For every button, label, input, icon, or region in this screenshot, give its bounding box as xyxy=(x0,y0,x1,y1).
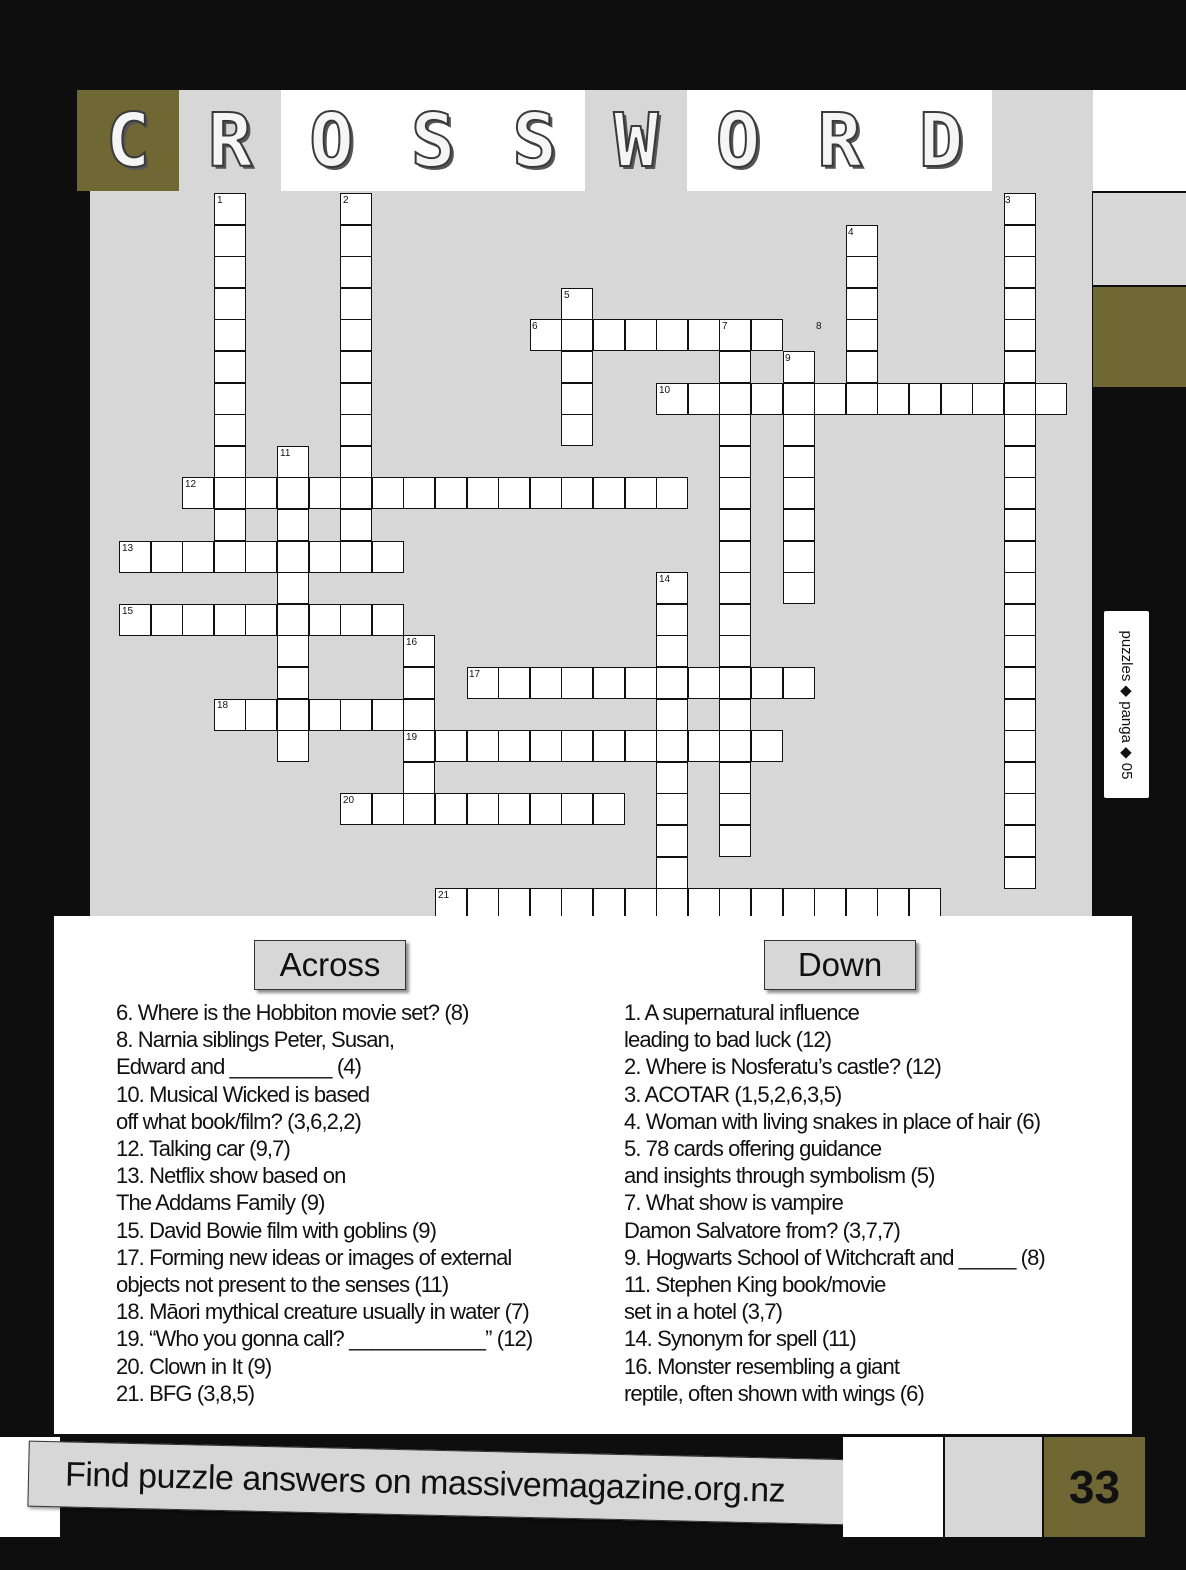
title-letter: S xyxy=(410,97,456,184)
crossword-cell[interactable] xyxy=(214,383,246,415)
clue-line: 15. David Bowie film with goblins (9) xyxy=(116,1217,437,1243)
crossword-cell[interactable] xyxy=(340,351,372,383)
crossword-cell[interactable] xyxy=(941,383,973,415)
clue-line: 18. Māori mythical creature usually in water (7) xyxy=(116,1299,529,1325)
crossword-cell[interactable] xyxy=(1004,351,1036,383)
crossword-cell[interactable] xyxy=(151,541,183,573)
clue-number: 14 xyxy=(659,574,671,585)
crossword-cell[interactable] xyxy=(656,699,688,731)
clue-number: 4 xyxy=(848,227,854,238)
crossword-cell[interactable] xyxy=(530,793,562,825)
title-letter: R xyxy=(817,97,862,184)
crossword-cell[interactable] xyxy=(656,604,688,636)
crossword-cell[interactable] xyxy=(783,667,815,699)
crossword-cell[interactable] xyxy=(467,793,499,825)
crossword-cell[interactable] xyxy=(751,667,783,699)
title-tile-c xyxy=(77,90,181,191)
title-tile-o xyxy=(281,90,384,191)
crossword-cell[interactable] xyxy=(719,541,751,573)
crossword-cell[interactable] xyxy=(1004,288,1036,320)
crossword-cell[interactable] xyxy=(561,351,593,383)
clue-number: 17 xyxy=(469,669,481,680)
clue-line: leading to bad luck (12) xyxy=(624,1027,832,1053)
crossword-cell[interactable] xyxy=(719,793,751,825)
crossword-cell[interactable] xyxy=(783,572,815,604)
clues-panel xyxy=(54,916,1132,1434)
crossword-cell[interactable] xyxy=(277,541,309,573)
crossword-cell[interactable] xyxy=(688,730,720,762)
crossword-cell[interactable] xyxy=(909,383,941,415)
crossword-cell[interactable] xyxy=(656,793,688,825)
section-tab xyxy=(1104,611,1149,798)
crossword-cell[interactable] xyxy=(561,383,593,415)
title-letter: W xyxy=(613,97,659,184)
crossword-cell[interactable] xyxy=(340,446,372,478)
crossword-cell[interactable] xyxy=(751,319,783,351)
clue-line: reptile, often shown with wings (6) xyxy=(624,1380,924,1406)
down-clue-list xyxy=(624,999,1124,1407)
side-block-grey xyxy=(1093,193,1186,285)
crossword-cell[interactable] xyxy=(1004,825,1036,857)
crossword-cell[interactable] xyxy=(530,477,562,509)
clue-line: 19. “Who you gonna call? ____________” (12) xyxy=(116,1326,533,1352)
clue-line: objects not present to the senses (11) xyxy=(116,1272,449,1298)
crossword-cell[interactable] xyxy=(214,446,246,478)
clue-number: 11 xyxy=(280,448,291,459)
crossword-cell[interactable] xyxy=(309,541,341,573)
clue-line: 5. 78 cards offering guidance xyxy=(624,1136,882,1162)
title-letter: O xyxy=(715,97,761,184)
crossword-cell[interactable] xyxy=(372,541,404,573)
crossword-cell[interactable] xyxy=(1004,414,1036,446)
crossword-cell[interactable] xyxy=(1035,383,1067,415)
clue-line: 4. Woman with living snakes in place of hair (6) xyxy=(624,1108,1041,1134)
crossword-cell[interactable] xyxy=(498,667,530,699)
clue-number: 16 xyxy=(406,637,418,648)
crossword-cell[interactable] xyxy=(1004,730,1036,762)
clue-line: set in a hotel (3,7) xyxy=(624,1299,783,1325)
crossword-cell[interactable] xyxy=(719,762,751,794)
clue-line: 6. Where is the Hobbiton movie set? (8) xyxy=(116,1000,469,1025)
crossword-cell[interactable] xyxy=(214,319,246,351)
crossword-cell[interactable] xyxy=(1004,509,1036,541)
clue-line: 20. Clown in It (9) xyxy=(116,1353,272,1379)
answers-link[interactable]: Find puzzle answers on massivemagazine.org.nz xyxy=(27,1441,854,1526)
down-heading: Down xyxy=(764,940,916,990)
crossword-cell[interactable] xyxy=(340,319,372,351)
crossword-cell[interactable] xyxy=(1004,319,1036,351)
crossword-cell[interactable] xyxy=(846,288,878,320)
title-tile-d xyxy=(890,90,994,191)
crossword-cell[interactable] xyxy=(340,509,372,541)
crossword-cell[interactable] xyxy=(1004,667,1036,699)
crossword-cell[interactable] xyxy=(340,541,372,573)
footer-block-white xyxy=(843,1437,943,1537)
title-letter: R xyxy=(207,97,253,184)
clue-line: 1. A supernatural influence xyxy=(624,1000,859,1025)
title-letter: D xyxy=(918,97,964,184)
clue-line: Damon Salvatore from? (3,7,7) xyxy=(624,1217,900,1243)
crossword-cell[interactable] xyxy=(1004,225,1036,257)
crossword-cell[interactable] xyxy=(1004,699,1036,731)
crossword-cell[interactable] xyxy=(719,667,751,699)
crossword-cell[interactable] xyxy=(719,383,751,415)
crossword-cell[interactable] xyxy=(1004,572,1036,604)
crossword-cell[interactable] xyxy=(214,351,246,383)
crossword-cell[interactable] xyxy=(656,477,688,509)
crossword-cell[interactable] xyxy=(309,699,341,731)
crossword-cell[interactable] xyxy=(561,319,593,351)
crossword-cell[interactable] xyxy=(561,730,593,762)
crossword-cell[interactable] xyxy=(719,699,751,731)
title-tile-blank-grey xyxy=(992,90,1095,191)
clue-number: 19 xyxy=(406,732,418,743)
clue-line: 3. ACOTAR (1,5,2,6,3,5) xyxy=(624,1081,842,1107)
clue-line: 12. Talking car (9,7) xyxy=(116,1136,290,1162)
crossword-cell[interactable] xyxy=(656,635,688,667)
crossword-cell[interactable] xyxy=(688,319,720,351)
crossword-cell[interactable] xyxy=(340,225,372,257)
crossword-cell[interactable] xyxy=(214,256,246,288)
crossword-cell[interactable] xyxy=(846,319,878,351)
crossword-cell[interactable] xyxy=(403,667,435,699)
crossword-cell[interactable] xyxy=(435,477,467,509)
footer-block-grey xyxy=(945,1437,1042,1537)
clue-line: and insights through symbolism (5) xyxy=(624,1163,935,1189)
crossword-cell[interactable] xyxy=(1004,477,1036,509)
crossword-cell[interactable] xyxy=(1004,793,1036,825)
clue-number: 9 xyxy=(785,353,791,364)
crossword-cell[interactable] xyxy=(498,793,530,825)
crossword-cell[interactable] xyxy=(214,541,246,573)
crossword-cell[interactable] xyxy=(561,477,593,509)
crossword-cell[interactable] xyxy=(719,730,751,762)
crossword-cell[interactable] xyxy=(403,699,435,731)
clue-number: 2 xyxy=(343,195,349,206)
crossword-cell[interactable] xyxy=(877,383,909,415)
title-tile-s2 xyxy=(484,90,587,191)
title-tile-w xyxy=(585,90,689,191)
crossword-cell[interactable] xyxy=(656,857,688,889)
crossword-cell[interactable] xyxy=(214,477,246,509)
crossword-cell[interactable] xyxy=(277,572,309,604)
title-tile-blank-white xyxy=(1093,90,1186,191)
title-letter: C xyxy=(105,97,151,184)
crossword-cell[interactable] xyxy=(309,604,341,636)
crossword-cell[interactable] xyxy=(277,667,309,699)
clue-number: 1 xyxy=(217,195,223,206)
clue-number: 6 xyxy=(532,321,538,332)
crossword-cell[interactable] xyxy=(625,319,657,351)
crossword-cell[interactable] xyxy=(593,319,625,351)
crossword-cell[interactable] xyxy=(340,604,372,636)
crossword-cell[interactable] xyxy=(561,667,593,699)
crossword-cell[interactable] xyxy=(1004,857,1036,889)
crossword-cell[interactable] xyxy=(530,667,562,699)
crossword-cell[interactable] xyxy=(403,793,435,825)
crossword-cell[interactable] xyxy=(372,793,404,825)
crossword-cell[interactable] xyxy=(340,414,372,446)
clue-number: 10 xyxy=(659,385,671,396)
crossword-cell[interactable] xyxy=(151,604,183,636)
crossword-cell[interactable] xyxy=(340,383,372,415)
crossword-cell[interactable] xyxy=(625,730,657,762)
crossword-cell[interactable] xyxy=(846,383,878,415)
crossword-cell[interactable] xyxy=(561,793,593,825)
crossword-cell[interactable] xyxy=(277,604,309,636)
crossword-cell[interactable] xyxy=(719,446,751,478)
crossword-cell[interactable] xyxy=(245,541,277,573)
crossword-cell[interactable] xyxy=(625,477,657,509)
crossword-cell[interactable] xyxy=(340,288,372,320)
crossword-cell[interactable] xyxy=(1004,256,1036,288)
crossword-cell[interactable] xyxy=(783,414,815,446)
crossword-cell[interactable] xyxy=(372,699,404,731)
crossword-cell[interactable] xyxy=(846,351,878,383)
clue-number: 12 xyxy=(185,479,197,490)
crossword-cell[interactable] xyxy=(214,509,246,541)
crossword-cell[interactable] xyxy=(1004,446,1036,478)
crossword-cell[interactable] xyxy=(1004,762,1036,794)
clue-line: The Addams Family (9) xyxy=(116,1190,325,1216)
title-letter: O xyxy=(309,97,354,184)
crossword-cell[interactable] xyxy=(277,477,309,509)
crossword-cell[interactable] xyxy=(719,414,751,446)
clue-line: 21. BFG (3,8,5) xyxy=(116,1380,255,1406)
crossword-cell[interactable] xyxy=(1004,604,1036,636)
clue-number: 3 xyxy=(1005,195,1011,206)
clue-number: 5 xyxy=(564,290,570,301)
crossword-cell[interactable] xyxy=(340,699,372,731)
crossword-cell[interactable] xyxy=(783,383,815,415)
crossword-cell[interactable] xyxy=(214,225,246,257)
crossword-cell[interactable] xyxy=(435,730,467,762)
crossword-cell[interactable] xyxy=(498,477,530,509)
crossword-cell[interactable] xyxy=(372,477,404,509)
crossword-cell[interactable] xyxy=(656,730,688,762)
crossword-cell[interactable] xyxy=(309,477,341,509)
crossword-cell[interactable] xyxy=(688,383,720,415)
page-number: 33 xyxy=(1068,1461,1121,1513)
clue-line: 7. What show is vampire xyxy=(624,1190,843,1216)
crossword-cell[interactable] xyxy=(593,667,625,699)
crossword-cell[interactable] xyxy=(751,730,783,762)
crossword-cell[interactable] xyxy=(214,414,246,446)
crossword-cell[interactable] xyxy=(656,319,688,351)
crossword-cell[interactable] xyxy=(783,446,815,478)
across-heading: Across xyxy=(254,940,406,990)
clue-line: 8. Narnia siblings Peter, Susan, xyxy=(116,1027,395,1053)
crossword-cell[interactable] xyxy=(593,477,625,509)
crossword-cell[interactable] xyxy=(814,383,846,415)
crossword-cell[interactable] xyxy=(340,477,372,509)
crossword-cell[interactable] xyxy=(783,477,815,509)
title-tile-r xyxy=(179,90,283,191)
clue-line: off what book/film? (3,6,2,2) xyxy=(116,1108,361,1134)
crossword-cell[interactable] xyxy=(277,509,309,541)
crossword-cell[interactable] xyxy=(245,477,277,509)
crossword-cell[interactable] xyxy=(1004,383,1036,415)
crossword-cell[interactable] xyxy=(846,256,878,288)
clue-number: 15 xyxy=(122,606,134,617)
clue-line: 2. Where is Nosferatu’s castle? (12) xyxy=(624,1054,941,1080)
crossword-cell[interactable] xyxy=(719,572,751,604)
crossword-cell[interactable] xyxy=(498,730,530,762)
crossword-cell[interactable] xyxy=(214,288,246,320)
crossword-cell[interactable] xyxy=(277,730,309,762)
crossword-cell[interactable] xyxy=(783,509,815,541)
crossword-cell[interactable] xyxy=(245,699,277,731)
crossword-cell[interactable] xyxy=(656,825,688,857)
clue-number: 7 xyxy=(722,321,728,332)
crossword-cell[interactable] xyxy=(783,541,815,573)
crossword-cell[interactable] xyxy=(593,793,625,825)
crossword-cell[interactable] xyxy=(593,730,625,762)
side-block-olive xyxy=(1093,287,1186,387)
clue-line: 17. Forming new ideas or images of external xyxy=(116,1244,512,1270)
across-clue-list xyxy=(116,999,586,1407)
crossword-cell[interactable] xyxy=(214,604,246,636)
crossword-cell[interactable] xyxy=(719,635,751,667)
crossword-cell[interactable] xyxy=(467,477,499,509)
section-tab-text: puzzles ◆ panga ◆ 05 xyxy=(1117,630,1135,779)
title-tile-o2 xyxy=(687,90,791,191)
title-letter: S xyxy=(512,97,557,184)
clue-line: 10. Musical Wicked is based xyxy=(116,1081,370,1107)
crossword-cell[interactable] xyxy=(719,604,751,636)
crossword-cell[interactable] xyxy=(688,667,720,699)
crossword-cell[interactable] xyxy=(561,414,593,446)
clue-number: 8 xyxy=(816,321,822,332)
clue-line: Edward and _________ (4) xyxy=(116,1054,362,1080)
clue-line: 14. Synonym for spell (11) xyxy=(624,1326,856,1352)
clue-line: 9. Hogwarts School of Witchcraft and _____ (8) xyxy=(624,1244,1045,1270)
clue-number: 18 xyxy=(217,700,229,711)
clue-number: 13 xyxy=(122,543,134,554)
crossword-cell[interactable] xyxy=(182,604,214,636)
page-number-block xyxy=(1044,1437,1145,1537)
crossword-cell[interactable] xyxy=(656,762,688,794)
crossword-cell[interactable] xyxy=(435,793,467,825)
crossword-cell[interactable] xyxy=(719,825,751,857)
crossword-cell[interactable] xyxy=(751,383,783,415)
title-tile-s xyxy=(382,90,486,191)
crossword-cell[interactable] xyxy=(182,541,214,573)
crossword-cell[interactable] xyxy=(656,667,688,699)
crossword-cell[interactable] xyxy=(340,256,372,288)
crossword-cell[interactable] xyxy=(972,383,1004,415)
crossword-cell[interactable] xyxy=(530,730,562,762)
title-tile-r2 xyxy=(789,90,892,191)
clue-line: 11. Stephen King book/movie xyxy=(624,1272,886,1298)
clue-line: 13. Netflix show based on xyxy=(116,1163,346,1189)
crossword-cell[interactable] xyxy=(277,635,309,667)
clue-line: 16. Monster resembling a giant xyxy=(624,1353,900,1379)
clue-number: 21 xyxy=(438,890,450,901)
crossword-cell[interactable] xyxy=(1004,541,1036,573)
crossword-cell[interactable] xyxy=(625,667,657,699)
crossword-cell[interactable] xyxy=(245,604,277,636)
crossword-cell[interactable] xyxy=(277,699,309,731)
crossword-cell[interactable] xyxy=(403,477,435,509)
crossword-cell[interactable] xyxy=(719,509,751,541)
crossword-cell[interactable] xyxy=(467,730,499,762)
crossword-cell[interactable] xyxy=(1004,635,1036,667)
crossword-cell[interactable] xyxy=(719,477,751,509)
crossword-cell[interactable] xyxy=(719,351,751,383)
clue-number: 20 xyxy=(343,795,355,806)
crossword-cell[interactable] xyxy=(372,604,404,636)
crossword-cell[interactable] xyxy=(403,762,435,794)
